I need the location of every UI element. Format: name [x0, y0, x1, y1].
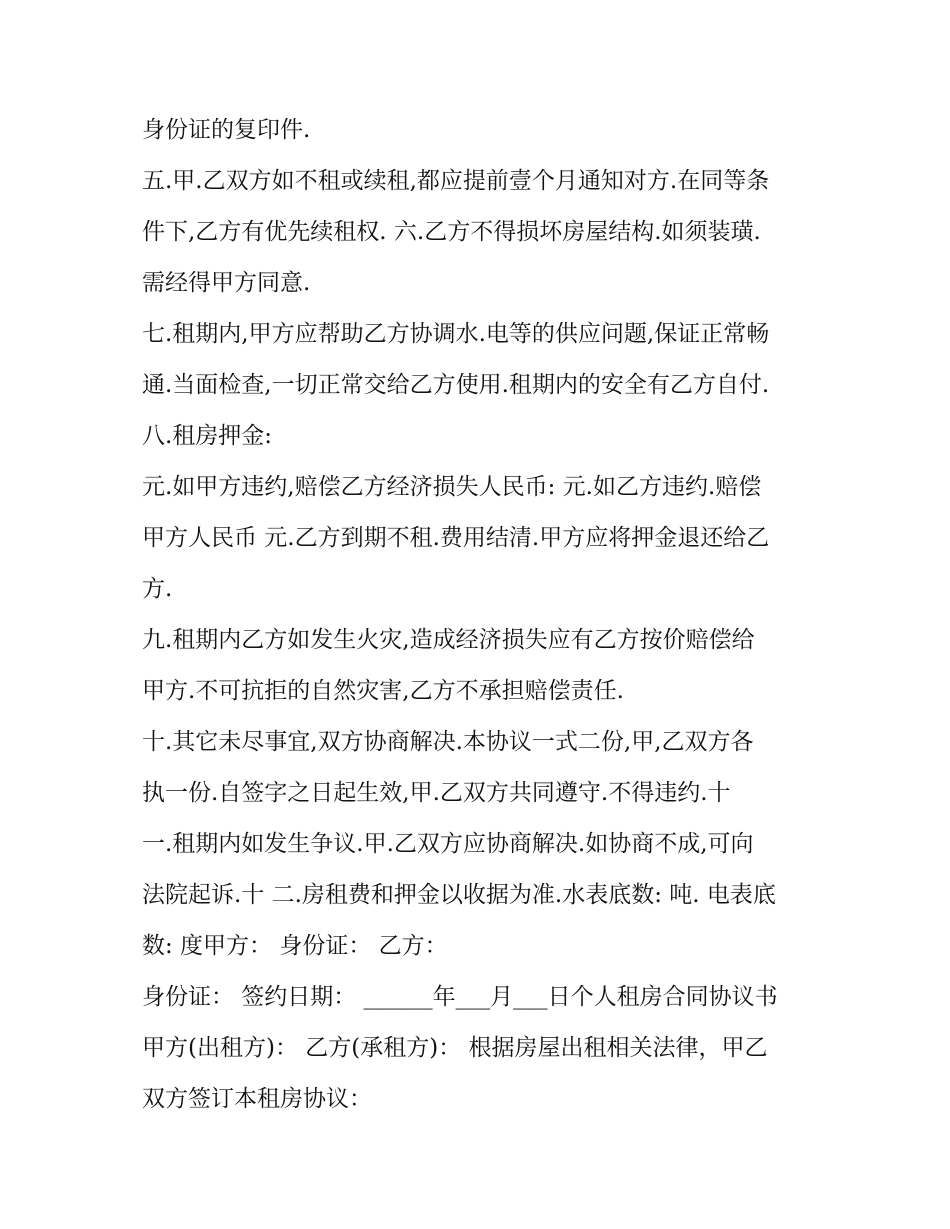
- text-line: 身份证： 签约日期： ______年___月___日个人租房合同协议书: [142, 984, 778, 1010]
- text-line: 需经得甲方同意.: [142, 270, 311, 296]
- text-line: 数: 度甲方： 身份证： 乙方：: [142, 933, 448, 959]
- text-line: 十.其它未尽事宜,双方协商解决.本协议一式二份,甲,乙双方各: [142, 729, 754, 755]
- text-line: 八.租房押金:: [142, 423, 273, 449]
- text-line: 甲方(出租方)： 乙方(承租方)： 根据房屋出租相关法律，甲乙: [142, 1035, 768, 1061]
- text-line: 一.租期内如发生争议.甲.乙双方应协商解决.如协商不成,可向: [142, 831, 754, 857]
- text-line: 七.租期内,甲方应帮助乙方协调水.电等的供应问题,保证正常畅: [142, 321, 770, 347]
- text-line: 通.当面检查,一切正常交给乙方使用.租期内的安全有乙方自付.: [142, 372, 770, 398]
- text-line: 法院起诉.十 二.房租费和押金以收据为准.水表底数: 吨. 电表底: [142, 882, 776, 908]
- text-line: 方.: [142, 576, 173, 602]
- text-line: 执一份.自签字之日起生效,甲.乙双方共同遵守.不得违约.十: [142, 780, 731, 806]
- text-line: 甲方人民币 元.乙方到期不租.费用结清.甲方应将押金退还给乙: [142, 525, 770, 551]
- text-line: 五.甲.乙双方如不租或续租,都应提前壹个月通知对方.在同等条: [142, 168, 770, 194]
- document-body: [142, 105, 822, 1125]
- text-line: 元.如甲方违约,赔偿乙方经济损失人民币: 元.如乙方违约.赔偿: [142, 474, 762, 500]
- text-line: 身份证的复印件.: [142, 117, 311, 143]
- text-line: 件下,乙方有优先续租权. 六.乙方不得损坏房屋结构.如须装璜.: [142, 219, 761, 245]
- text-line: 九.租期内乙方如发生火灾,造成经济损失应有乙方按价赔偿给: [142, 627, 755, 653]
- text-line: 双方签订本租房协议：: [142, 1086, 372, 1112]
- text-line: 甲方.不可抗拒的自然灾害,乙方不承担赔偿责任.: [142, 678, 624, 704]
